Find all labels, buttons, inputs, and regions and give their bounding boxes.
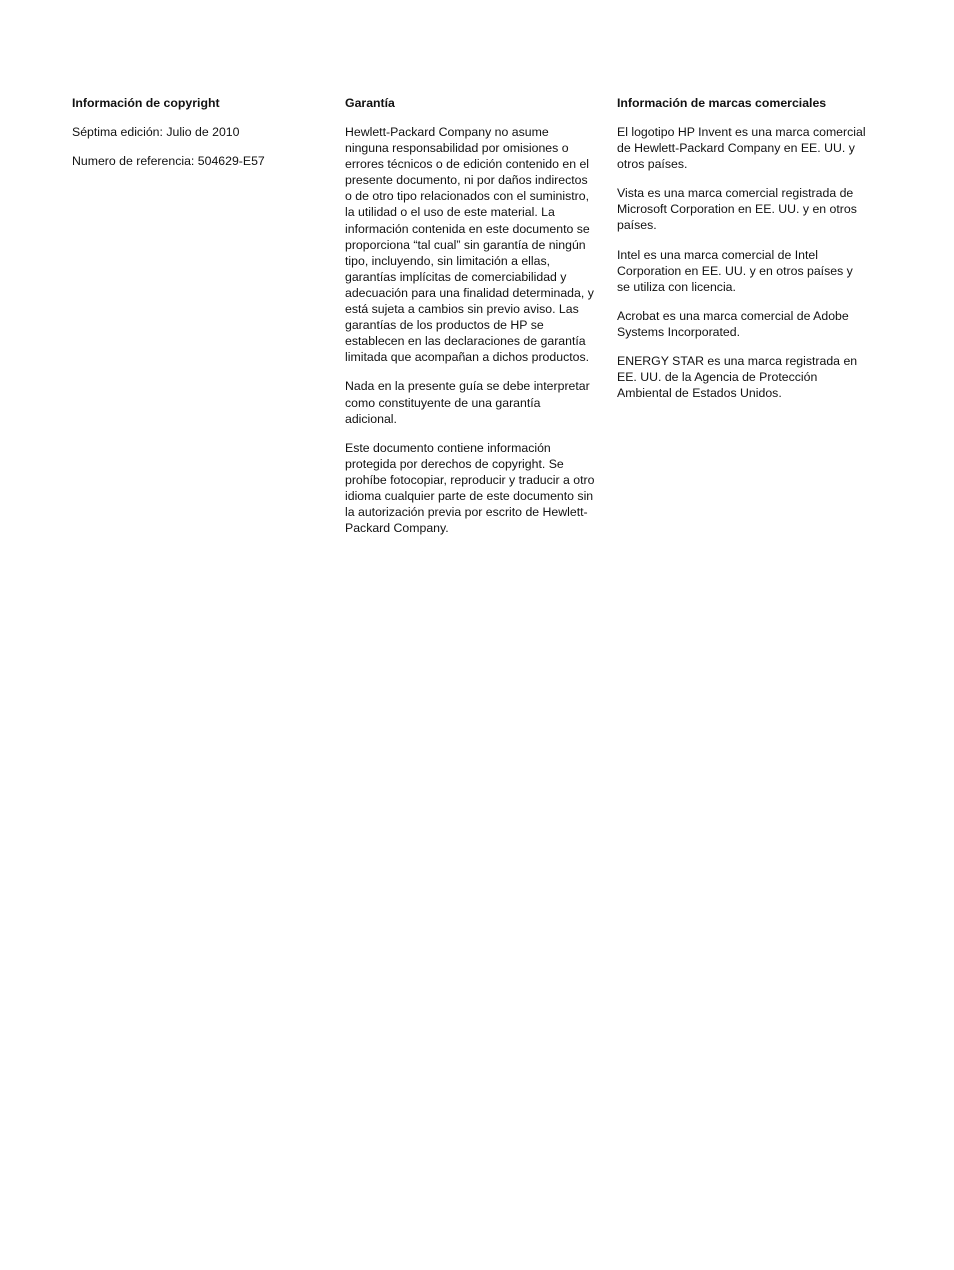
copyright-section	[72, 95, 322, 182]
warranty-heading: Garantía	[345, 96, 395, 110]
trademark-paragraph: Acrobat es una marca comercial de Adobe Systems Incorporated.	[617, 308, 849, 339]
warranty-section	[345, 95, 595, 549]
part-number-text: Numero de referencia: 504629-E57	[72, 154, 265, 169]
copyright-heading: Información de copyright	[72, 96, 220, 110]
trademarks-section	[617, 95, 867, 414]
trademark-paragraph: Intel es una marca comercial de Intel Corporation en EE. UU. y en otros países y se utiliza con licencia.	[617, 247, 853, 294]
warranty-paragraph: Nada en la presente guía se debe interpretar como constituyente de una garantía adicional.	[345, 379, 590, 426]
trademark-paragraph: ENERGY STAR es una marca registrada en EE. UU. de la Agencia de Protección Ambiental de Estados Unidos.	[617, 354, 858, 401]
trademark-paragraph: Vista es una marca comercial registrada de Microsoft Corporation en EE. UU. y en otros países.	[617, 186, 857, 233]
warranty-paragraph: Este documento contiene información protegida por derechos de copyright. Se prohíbe fotocopiar, reproducir y traducir a otro idioma cualquier parte de este documento sin la autorización previa por escrito de Hewlett-Packard Company.	[345, 440, 595, 536]
edition-text: Séptima edición: Julio de 2010	[72, 125, 240, 139]
trademark-paragraph: El logotipo HP Invent es una marca comercial de Hewlett-Packard Company en EE. UU. y otros países.	[617, 125, 866, 172]
trademarks-heading: Información de marcas comerciales	[617, 96, 827, 110]
warranty-paragraph: Hewlett-Packard Company no asume ninguna responsabilidad por omisiones o errores técnicos o de edición contenido en el presente documento, ni por daños indirectos o de otro tipo relacionados con el suministro, la utilidad o el uso de este material. La información contenida en este documento se proporciona “tal cual” sin garantía de ningún tipo, incluyendo, sin limitación a ellas, garantías implícitas de comerciabilidad y adecuación para una finalidad determinada, y está sujeta a cambios sin previo aviso. Las garantías de los productos de HP se establecen en las declaraciones de garantía limitada que acompañan a dichos productos.	[345, 125, 594, 365]
